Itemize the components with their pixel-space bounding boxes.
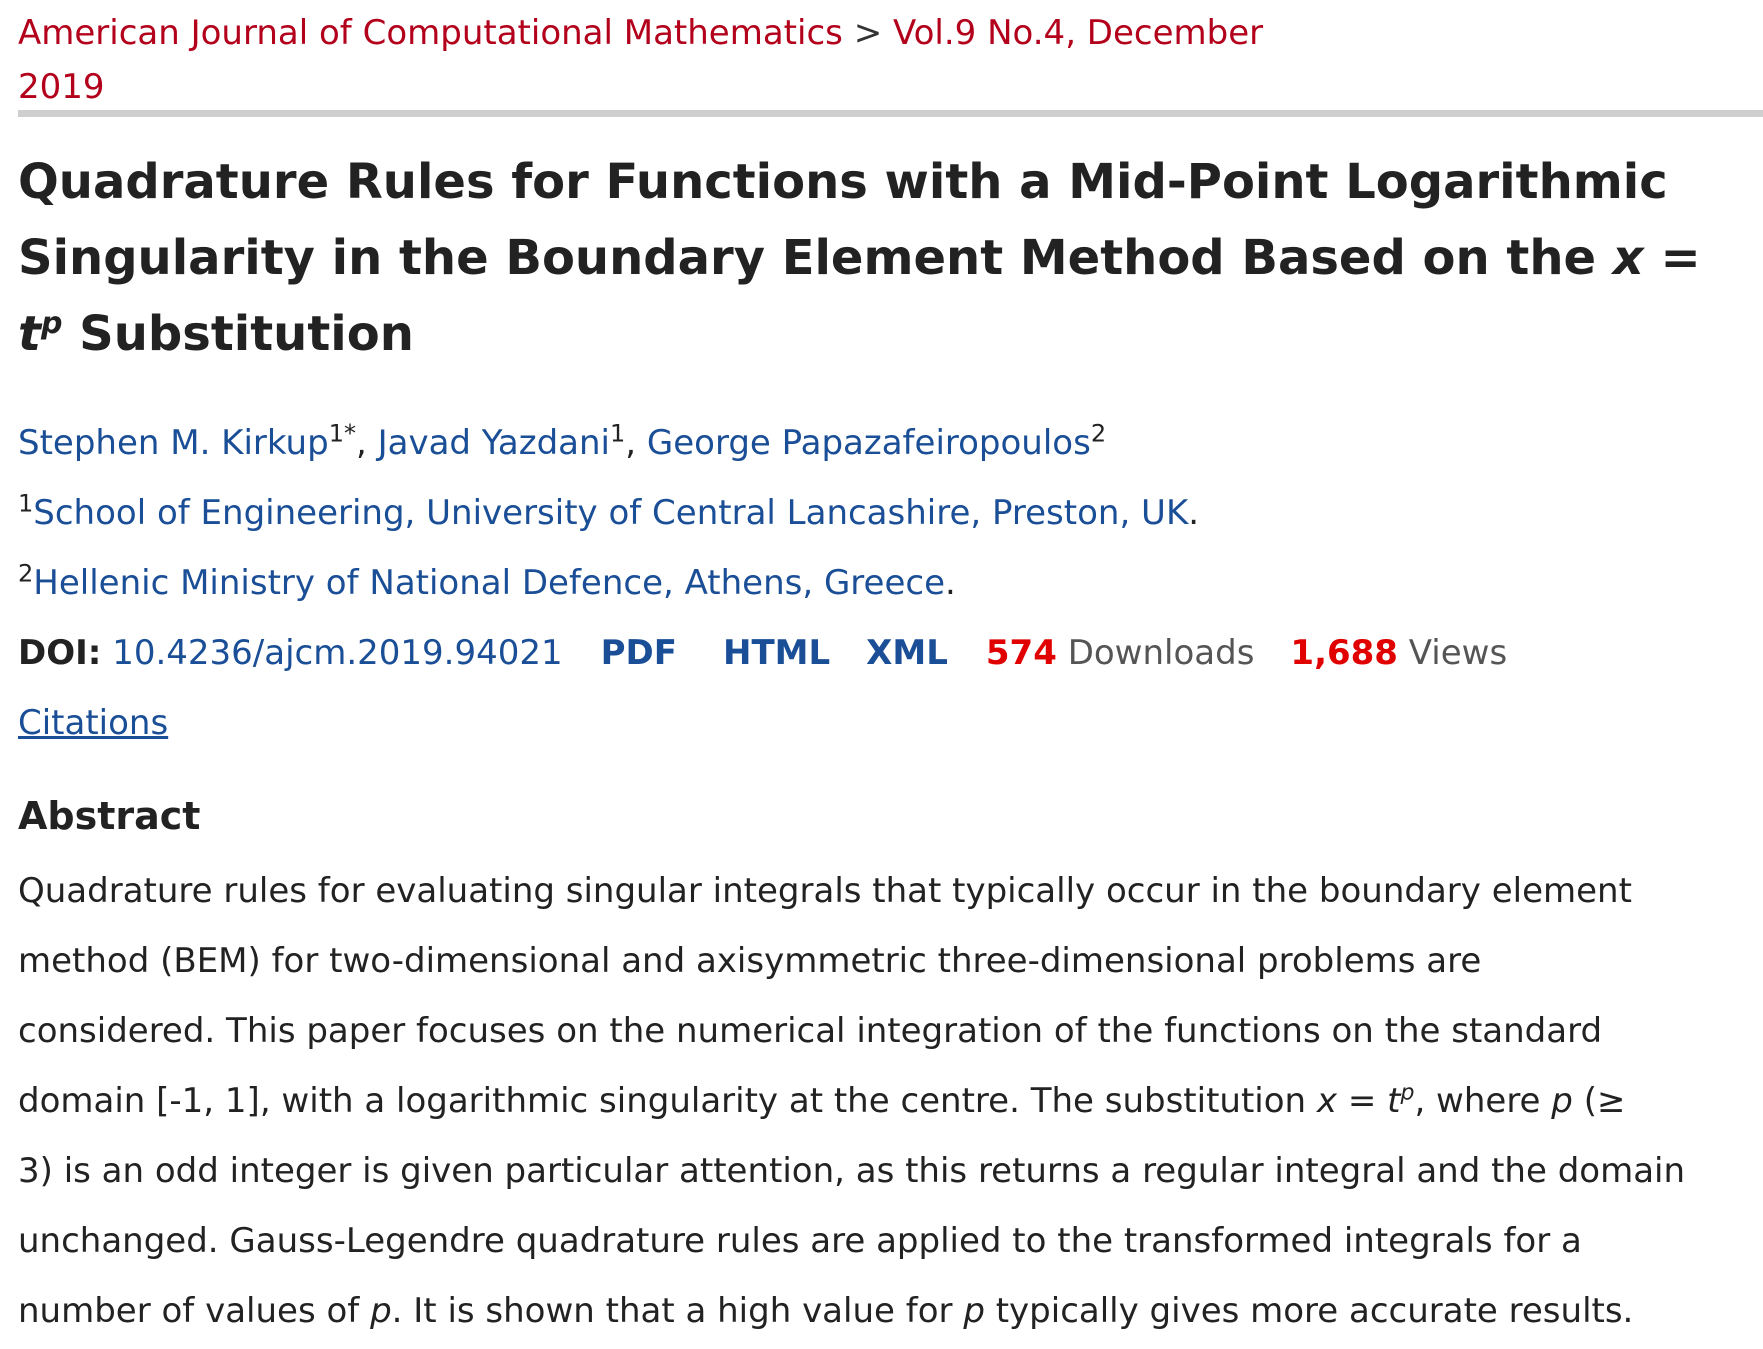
article-title (18, 144, 1758, 372)
affiliation-superscript: 2 (18, 559, 34, 588)
citations-link[interactable]: Citations (18, 703, 169, 743)
author-list (18, 418, 1106, 468)
abstract-line (18, 1066, 1763, 1136)
author-link[interactable]: George Papazafeiropoulos (646, 423, 1091, 463)
abstract-equals: = (1337, 1081, 1388, 1121)
pdf-link[interactable]: PDF (600, 633, 678, 673)
affiliation-period: . (1188, 493, 1200, 533)
title-var-p: p (40, 306, 63, 341)
abstract-line: unchanged. Gauss-Legendre quadrature rules are applied to the transformed integrals for a (18, 1221, 1582, 1261)
abstract-line: Quadrature rules for evaluating singular integrals that typically occur in the boundary element (18, 871, 1632, 911)
html-link[interactable]: HTML (723, 633, 831, 673)
abstract-var-x: x (1316, 1081, 1338, 1121)
abstract-text: . It is shown that a high value for (391, 1291, 964, 1331)
author-link[interactable]: Javad Yazdani (377, 423, 610, 463)
author-link[interactable]: Stephen M. Kirkup (18, 423, 329, 463)
abstract-text: , where (1414, 1081, 1552, 1121)
affiliation-link[interactable]: Hellenic Ministry of National Defence, Athens, Greece (33, 563, 945, 603)
views-count: 1,688 (1290, 633, 1398, 673)
abstract-var-p: p (1400, 1080, 1415, 1106)
doi-label: DOI: (18, 633, 102, 673)
abstract-text: (≥ (1572, 1081, 1626, 1121)
affiliation-link[interactable]: School of Engineering, University of Central Lancashire, Preston, UK (33, 493, 1189, 533)
author-separator: , (625, 423, 647, 463)
affiliation-2 (18, 558, 956, 608)
author-superscript: 1* (328, 419, 356, 448)
abstract-line: considered. This paper focuses on the numerical integration of the functions on the standard (18, 1011, 1603, 1051)
downloads-count: 574 (985, 633, 1057, 673)
breadcrumb-issue-link[interactable]: Vol.9 No.4, December 2019 (18, 13, 1264, 107)
title-equals: = (1643, 230, 1701, 286)
views-label: Views (1408, 633, 1508, 673)
abstract-text: typically gives more accurate results. (984, 1291, 1634, 1331)
abstract-var-p: p (963, 1291, 985, 1331)
title-text: Quadrature Rules for Functions with a Mid-Point Logarithmic Singularity in the Boundary Element Method Based on the (18, 154, 1668, 286)
header-divider (18, 110, 1763, 117)
abstract-var-p: p (370, 1291, 392, 1331)
abstract-text: domain [-1, 1], with a logarithmic singularity at the centre. The substitution (18, 1081, 1317, 1121)
citations-row (18, 698, 168, 748)
abstract-text: number of values of (18, 1291, 371, 1331)
article-meta-bar (18, 628, 1507, 678)
title-text-end: Substitution (62, 306, 414, 362)
abstract-heading: Abstract (18, 794, 201, 838)
abstract-var-p: p (1551, 1081, 1573, 1121)
xml-link[interactable]: XML (866, 633, 948, 673)
affiliation-period: . (945, 563, 956, 603)
doi-link[interactable]: 10.4236/ajcm.2019.94021 (112, 633, 563, 673)
author-superscript: 2 (1090, 419, 1107, 448)
breadcrumb-journal-link[interactable]: American Journal of Computational Mathematics (18, 13, 843, 53)
abstract-line: method (BEM) for two-dimensional and axisymmetric three-dimensional problems are (18, 941, 1482, 981)
author-superscript: 1 (609, 419, 626, 448)
abstract-line: 3) is an odd integer is given particular attention, as this returns a regular integral and the domain (18, 1151, 1686, 1191)
breadcrumb (18, 6, 1338, 114)
title-var-t: t (18, 306, 41, 362)
author-separator: , (355, 423, 378, 463)
affiliation-1 (18, 488, 1199, 538)
abstract-var-t: t (1387, 1081, 1401, 1121)
title-var-x: x (1612, 230, 1644, 286)
downloads-label: Downloads (1067, 633, 1255, 673)
breadcrumb-separator: > (853, 13, 883, 53)
abstract-body (18, 856, 1763, 1346)
affiliation-superscript: 1 (18, 489, 34, 518)
abstract-line (18, 1276, 1763, 1346)
